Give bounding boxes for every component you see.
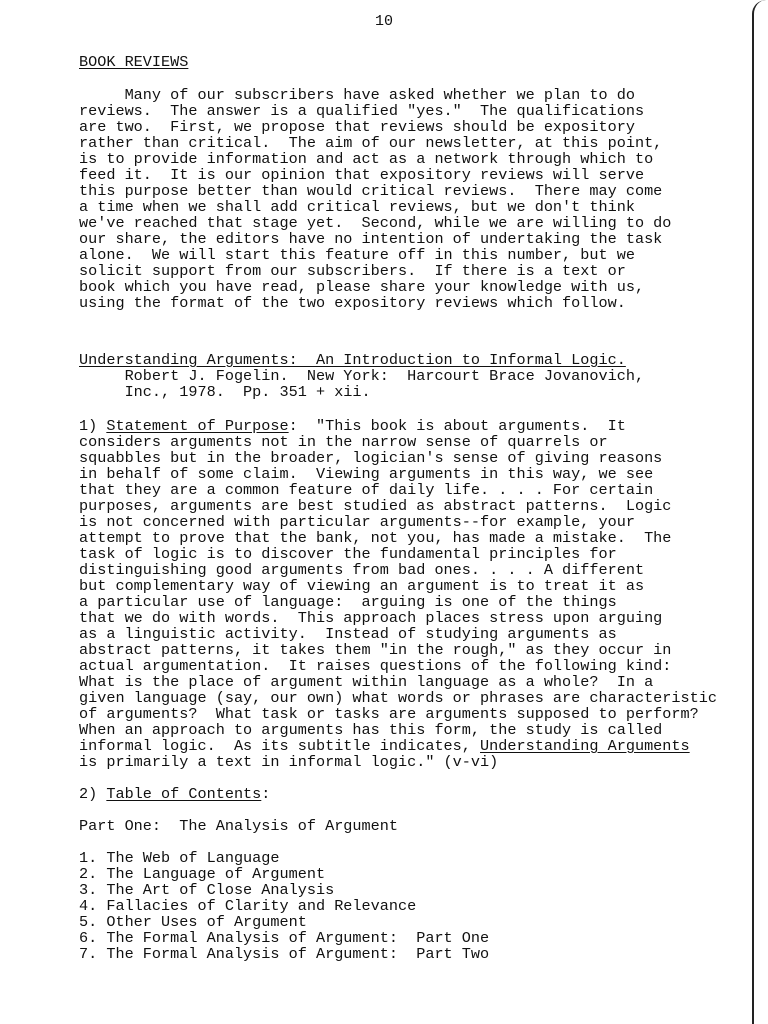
chapter-item: 4. Fallacies of Clarity and Relevance bbox=[79, 897, 417, 915]
purpose-line: as a linguistic activity. Instead of studying arguments as bbox=[79, 625, 617, 643]
purpose-line: considers arguments not in the narrow sense of quarrels or bbox=[79, 433, 608, 451]
purpose-line: in behalf of some claim. Viewing arguments in this way, we see bbox=[79, 465, 654, 483]
chapter-item: 2. The Language of Argument bbox=[79, 865, 326, 883]
contents-heading bbox=[79, 786, 768, 802]
page-number: 10 bbox=[374, 13, 393, 30]
chapter-item: 1. The Web of Language bbox=[79, 849, 280, 867]
intro-line: is to provide information and act as a network through which to bbox=[79, 150, 654, 168]
purpose-heading: Statement of Purpose bbox=[106, 417, 289, 435]
book-citation-line1: Robert J. Fogelin. New York: Harcourt Brace Jovanovich, bbox=[79, 367, 645, 385]
intro-line: alone. We will start this feature off in this number, but we bbox=[79, 246, 635, 264]
intro-line: rather than critical. The aim of our newsletter, at this point, bbox=[79, 134, 663, 152]
purpose-line: of arguments? What task or tasks are arguments supposed to perform? bbox=[79, 705, 699, 723]
intro-line: a time when we shall add critical reviews, but we don't think bbox=[79, 198, 635, 216]
purpose-line: squabbles but in the broader, logician's sense of giving reasons bbox=[79, 449, 663, 467]
intro-paragraph bbox=[79, 87, 768, 311]
contents-number: 2) bbox=[79, 785, 107, 803]
chapter-item: 6. The Formal Analysis of Argument: Part One bbox=[79, 929, 490, 947]
purpose-number: 1) bbox=[79, 417, 107, 435]
purpose-line: When an approach to arguments has this form, the study is called bbox=[79, 721, 663, 739]
purpose-line: abstract patterns, it takes them "in the rough," as they occur in bbox=[79, 641, 672, 659]
chapter-item: 3. The Art of Close Analysis bbox=[79, 881, 335, 899]
purpose-line: informal logic. As its subtitle indicates, bbox=[79, 737, 481, 755]
section-heading bbox=[79, 54, 768, 70]
intro-line: book which you have read, please share your knowledge with us, bbox=[79, 278, 645, 296]
purpose-section bbox=[79, 418, 768, 770]
chapter-item: 5. Other Uses of Argument bbox=[79, 913, 307, 931]
intro-line: Many of our subscribers have asked whether we plan to do bbox=[79, 86, 635, 104]
purpose-line: actual argumentation. It raises questions of the following kind: bbox=[79, 657, 672, 675]
purpose-line: given language (say, our own) what words or phrases are characteristic bbox=[79, 689, 717, 707]
contents-colon: : bbox=[261, 785, 271, 803]
intro-line: are two. First, we propose that reviews should be expository bbox=[79, 118, 635, 136]
intro-line: this purpose better than would critical reviews. There may come bbox=[79, 182, 663, 200]
purpose-line: task of logic is to discover the fundamental principles for bbox=[79, 545, 617, 563]
purpose-line: that they are a common feature of daily life. . . . For certain bbox=[79, 481, 654, 499]
part-heading: Part One: The Analysis of Argument bbox=[79, 817, 398, 835]
intro-line: feed it. It is our opinion that expository reviews will serve bbox=[79, 166, 645, 184]
purpose-line: : "This book is about arguments. It bbox=[288, 417, 626, 435]
purpose-last-line: is primarily a text in informal logic." (v-vi) bbox=[79, 753, 499, 771]
book-title: Understanding Arguments: An Introduction to Informal Logic. bbox=[79, 351, 626, 369]
purpose-line: attempt to prove that the bank, not you, has made a mistake. The bbox=[79, 529, 672, 547]
purpose-line: but complementary way of viewing an argument is to treat it as bbox=[79, 577, 645, 595]
chapter-item: 7. The Formal Analysis of Argument: Part Two bbox=[79, 945, 490, 963]
purpose-title-ref: Understanding Arguments bbox=[480, 737, 690, 755]
section-heading-text: BOOK REVIEWS bbox=[79, 53, 189, 71]
contents-heading-text: Table of Contents bbox=[106, 785, 262, 803]
purpose-line: a particular use of language: arguing is one of the things bbox=[79, 593, 617, 611]
intro-line: using the format of the two expository reviews which follow. bbox=[79, 294, 626, 312]
intro-line: reviews. The answer is a qualified "yes." The qualifications bbox=[79, 102, 645, 120]
purpose-line: purposes, arguments are best studied as abstract patterns. Logic bbox=[79, 497, 672, 515]
purpose-line: is not concerned with particular arguments--for example, your bbox=[79, 513, 635, 531]
intro-line: solicit support from our subscribers. If there is a text or bbox=[79, 262, 626, 280]
intro-line: our share, the editors have no intention of undertaking the task bbox=[79, 230, 663, 248]
purpose-line: distinguishing good arguments from bad ones. . . . A different bbox=[79, 561, 645, 579]
chapter-list bbox=[79, 850, 768, 962]
intro-line: we've reached that stage yet. Second, while we are willing to do bbox=[79, 214, 672, 232]
purpose-line: What is the place of argument within language as a whole? In a bbox=[79, 673, 654, 691]
book-citation-line2: Inc., 1978. Pp. 351 + xii. bbox=[79, 383, 371, 401]
purpose-line: that we do with words. This approach places stress upon arguing bbox=[79, 609, 663, 627]
book-citation bbox=[79, 352, 768, 400]
